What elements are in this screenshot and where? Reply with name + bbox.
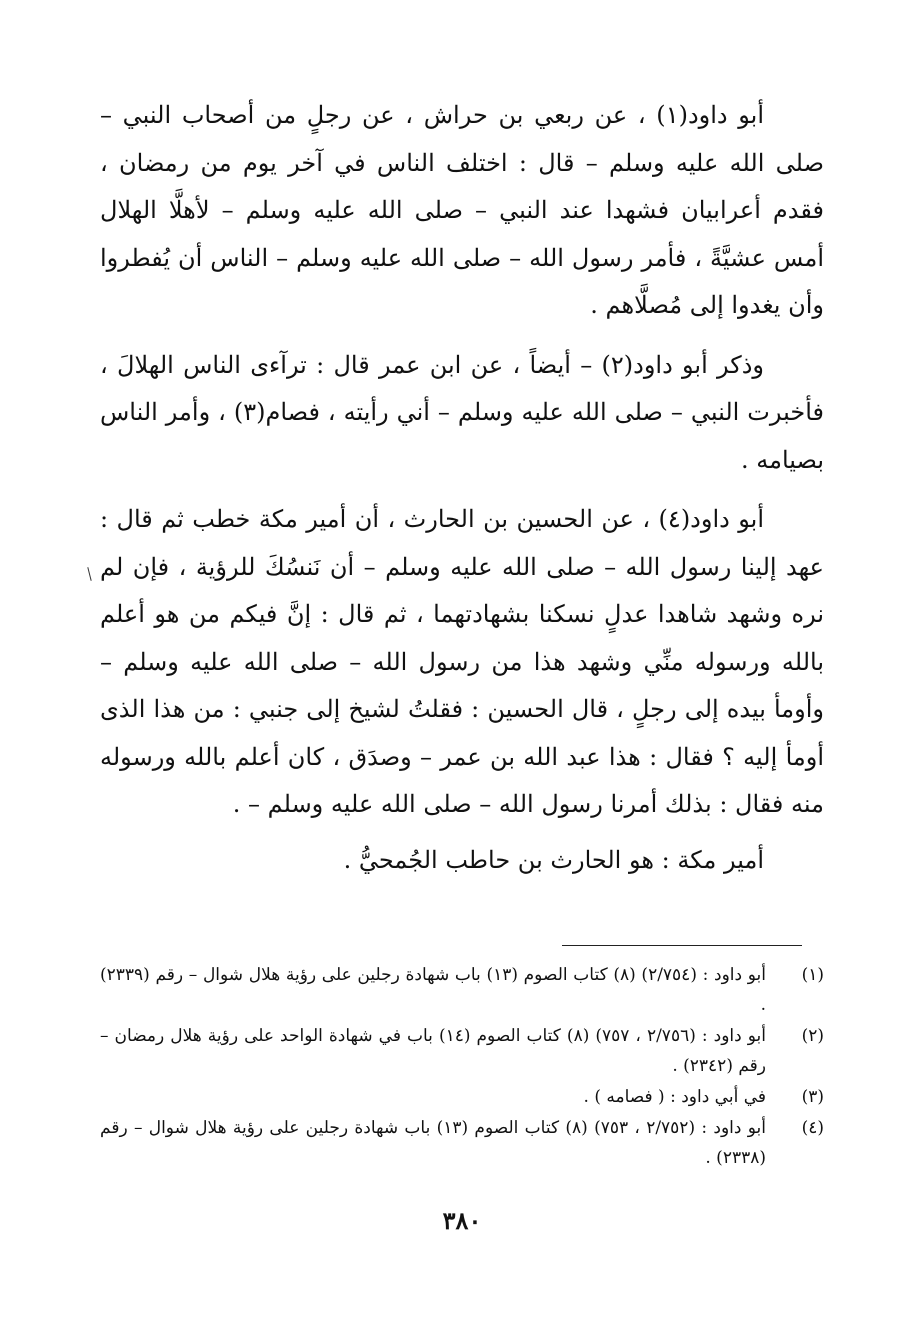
margin-mark	[87, 567, 91, 581]
footnote-text: في أبي داود : ( فصامه ) .	[583, 1087, 766, 1107]
footnote	[100, 1113, 824, 1173]
paragraph-ibn-umar: وذكر أبو داود(٢) – أيضاً ، عن ابن عمر قال : ترآءى الناس الهلالَ ، فأخبرت النبي – صلى الله عليه وسلم – أني رأيته ، فصام(٣) ، وأمر الناس بصيامه .	[100, 350, 824, 474]
paragraph-abu-dawud-rib-i: أبو داود(١) ، عن ربعي بن حراش ، عن رجلٍ من أصحاب النبي – صلى الله عليه وسلم – قال : اختلف الناس في آخر يوم من رمضان ، فقدم أعرابيان فشهدا عند النبي – صلى الله عليه وسلم – لأهلَّا الهلال أمس عشيَّةً ، فأمر رسول الله – صلى الله عليه وسلم – الناس أن يُفطروا وأن يغدوا إلى مُصلَّاهم .	[100, 101, 824, 319]
main-text	[100, 92, 824, 896]
footnote-number: (١)	[801, 965, 824, 985]
footnote-separator	[562, 945, 802, 946]
footnote	[100, 960, 824, 1020]
footnote-number: (٤)	[801, 1118, 824, 1138]
page-number: ٣٨٠	[442, 1206, 482, 1235]
footnote-text: أبو داود : (٢/٧٥٤) (٨) كتاب الصوم (١٣) باب شهادة رجلين على رؤية هلال شوال – رقم (٢٣٣٩) .	[100, 965, 766, 1015]
paragraph-amir-makka: أمير مكة : هو الحارث بن حاطب الجُمحيُّ .	[343, 845, 764, 874]
footnote-number: (٣)	[801, 1087, 824, 1107]
footnote-number: (٢)	[801, 1026, 824, 1046]
footnote-text: أبو داود : (٢/٧٥٦ ، ٧٥٧) (٨) كتاب الصوم (١٤) باب في شهادة الواحد على رؤية هلال رمضان – رقم (٢٣٤٢) .	[100, 1026, 766, 1076]
footnotes	[100, 960, 824, 1174]
footnote	[100, 1082, 824, 1112]
footnote-text: أبو داود : (٢/٧٥٢ ، ٧٥٣) (٨) كتاب الصوم (١٣) باب شهادة رجلين على رؤية هلال شوال – رقم (٢٣٣٨) .	[100, 1118, 766, 1168]
footnote	[100, 1021, 824, 1081]
paragraph-al-husayn: أبو داود(٤) ، عن الحسين بن الحارث ، أن أمير مكة خطب ثم قال : عهد إلينا رسول الله – صلى الله عليه وسلم – أن نَنسُكَ للرؤية ، فإن لم نره وشهد شاهدا عدلٍ نسكنا بشهادتهما ، ثم قال : إنَّ فيكم من هو أعلم بالله ورسوله منِّي وشهد هذا من رسول الله – صلى الله عليه وسلم – وأومأ بيده إلى رجلٍ ، قال الحسين : فقلتُ لشيخ إلى جنبي : من هذا الذى أومأ إليه ؟ فقال : هذا عبد الله بن عمر – وصدَق ، كان أعلم بالله ورسوله منه فقال : بذلك أمرنا رسول الله – صلى الله عليه وسلم – .	[100, 505, 824, 818]
